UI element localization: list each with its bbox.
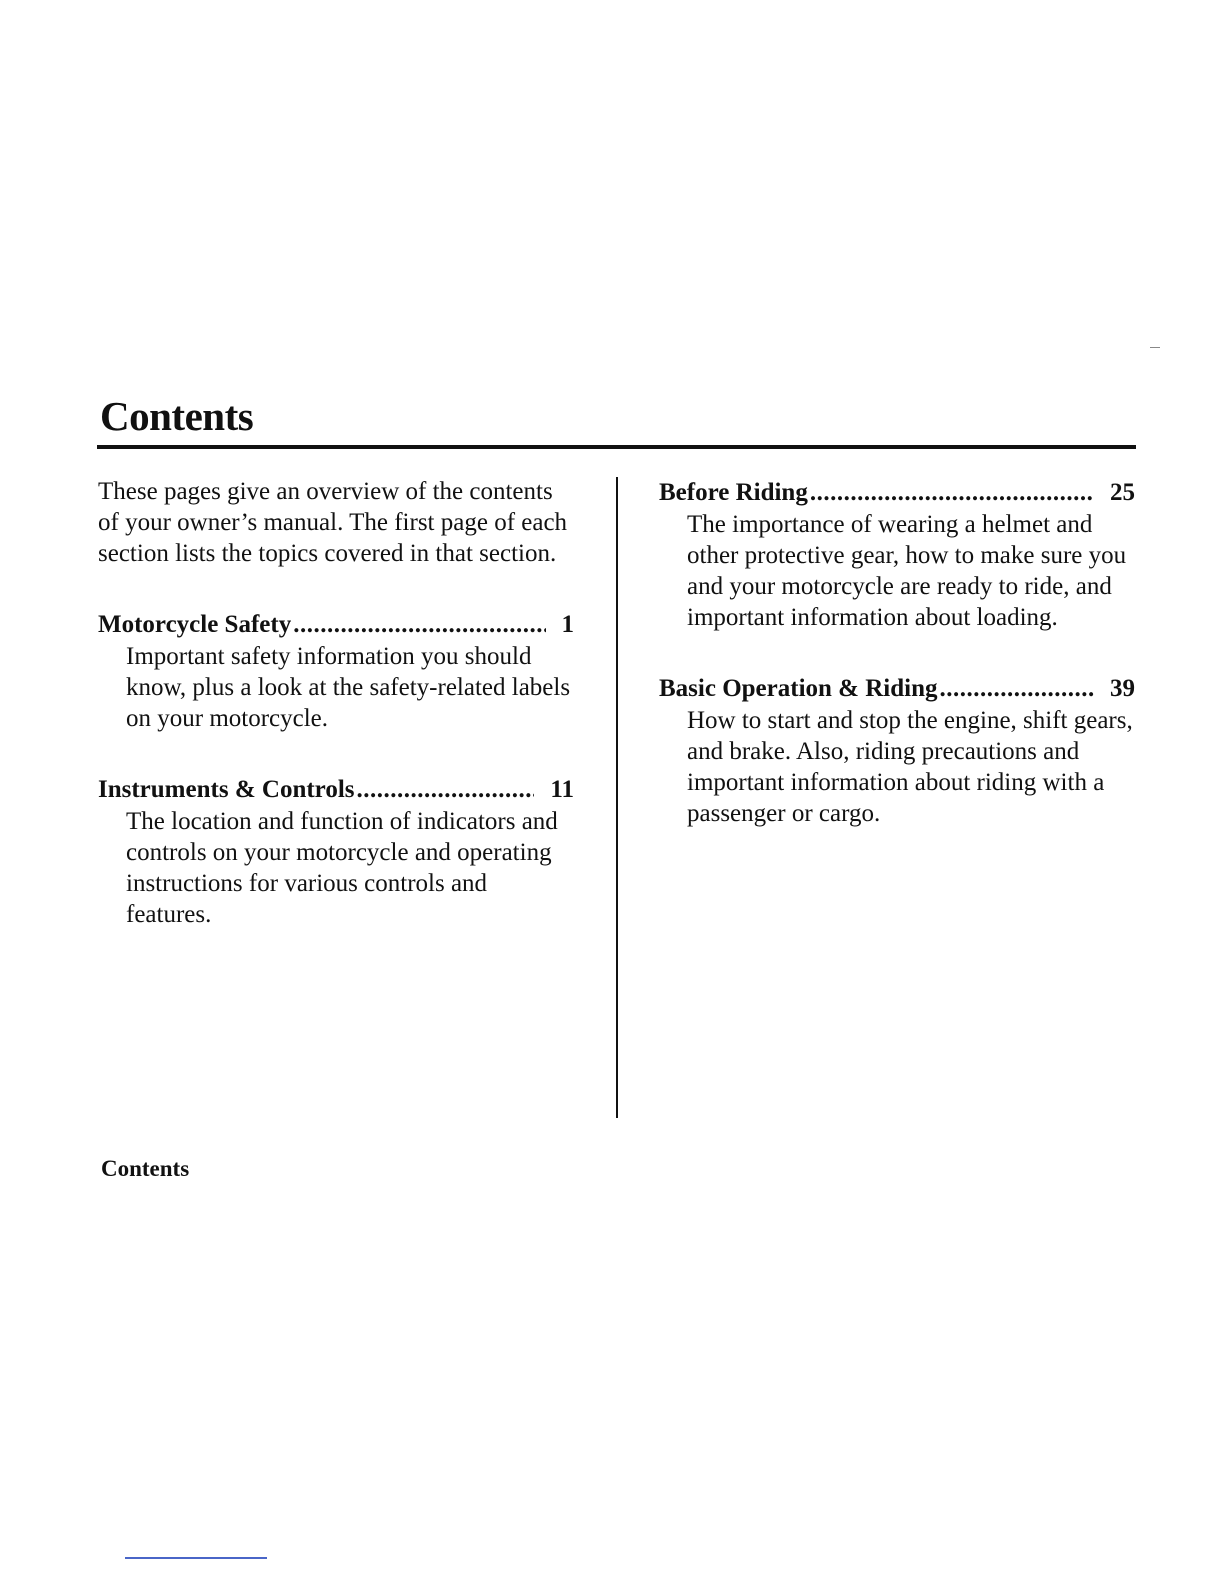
right-column xyxy=(659,476,1135,868)
section-description: Important safety information you should know, plus a look at the safety-related labels on your motorcycle. xyxy=(126,643,571,732)
column-divider xyxy=(616,477,618,1118)
section-title: Instruments & Controls xyxy=(98,776,355,803)
dot-leader xyxy=(357,773,535,806)
dot-leader xyxy=(940,672,1095,705)
section-basic-operation-riding[interactable] xyxy=(659,672,1135,829)
section-heading[interactable] xyxy=(659,672,1135,705)
section-page-number: 1 xyxy=(561,611,574,638)
section-heading[interactable] xyxy=(98,773,574,806)
section-title: Basic Operation & Riding xyxy=(659,675,938,702)
title-rule xyxy=(97,445,1136,449)
section-page-number: 25 xyxy=(1110,479,1135,506)
page-title: Contents xyxy=(100,393,254,439)
section-page-number: 39 xyxy=(1110,675,1135,702)
intro-text: These pages give an overview of the contents of your owner’s manual. The first page of each section lists the topics covered in that section. xyxy=(98,478,568,567)
corner-mark xyxy=(1150,347,1160,348)
section-description: How to start and stop the engine, shift gears, and brake. Also, riding precautions and important information about riding with a passenger or cargo. xyxy=(687,707,1133,827)
dot-leader xyxy=(293,608,545,641)
section-heading[interactable] xyxy=(659,476,1135,509)
section-page-number: 11 xyxy=(550,776,574,803)
dot-leader xyxy=(810,476,1094,509)
section-motorcycle-safety[interactable] xyxy=(98,608,574,734)
section-description: The importance of wearing a helmet and other protective gear, how to make sure you and your motorcycle are ready to ride, and important information about loading. xyxy=(687,511,1127,631)
section-heading[interactable] xyxy=(98,608,574,641)
section-description: The location and function of indicators and controls on your motorcycle and operating instructions for various controls and features. xyxy=(126,808,558,928)
section-title: Before Riding xyxy=(659,479,808,506)
section-instruments-controls[interactable] xyxy=(98,773,574,930)
bottom-rule xyxy=(125,1557,267,1559)
footer-label: Contents xyxy=(101,1156,190,1181)
section-before-riding[interactable] xyxy=(659,476,1135,633)
section-title: Motorcycle Safety xyxy=(98,611,292,638)
left-column xyxy=(98,476,574,969)
